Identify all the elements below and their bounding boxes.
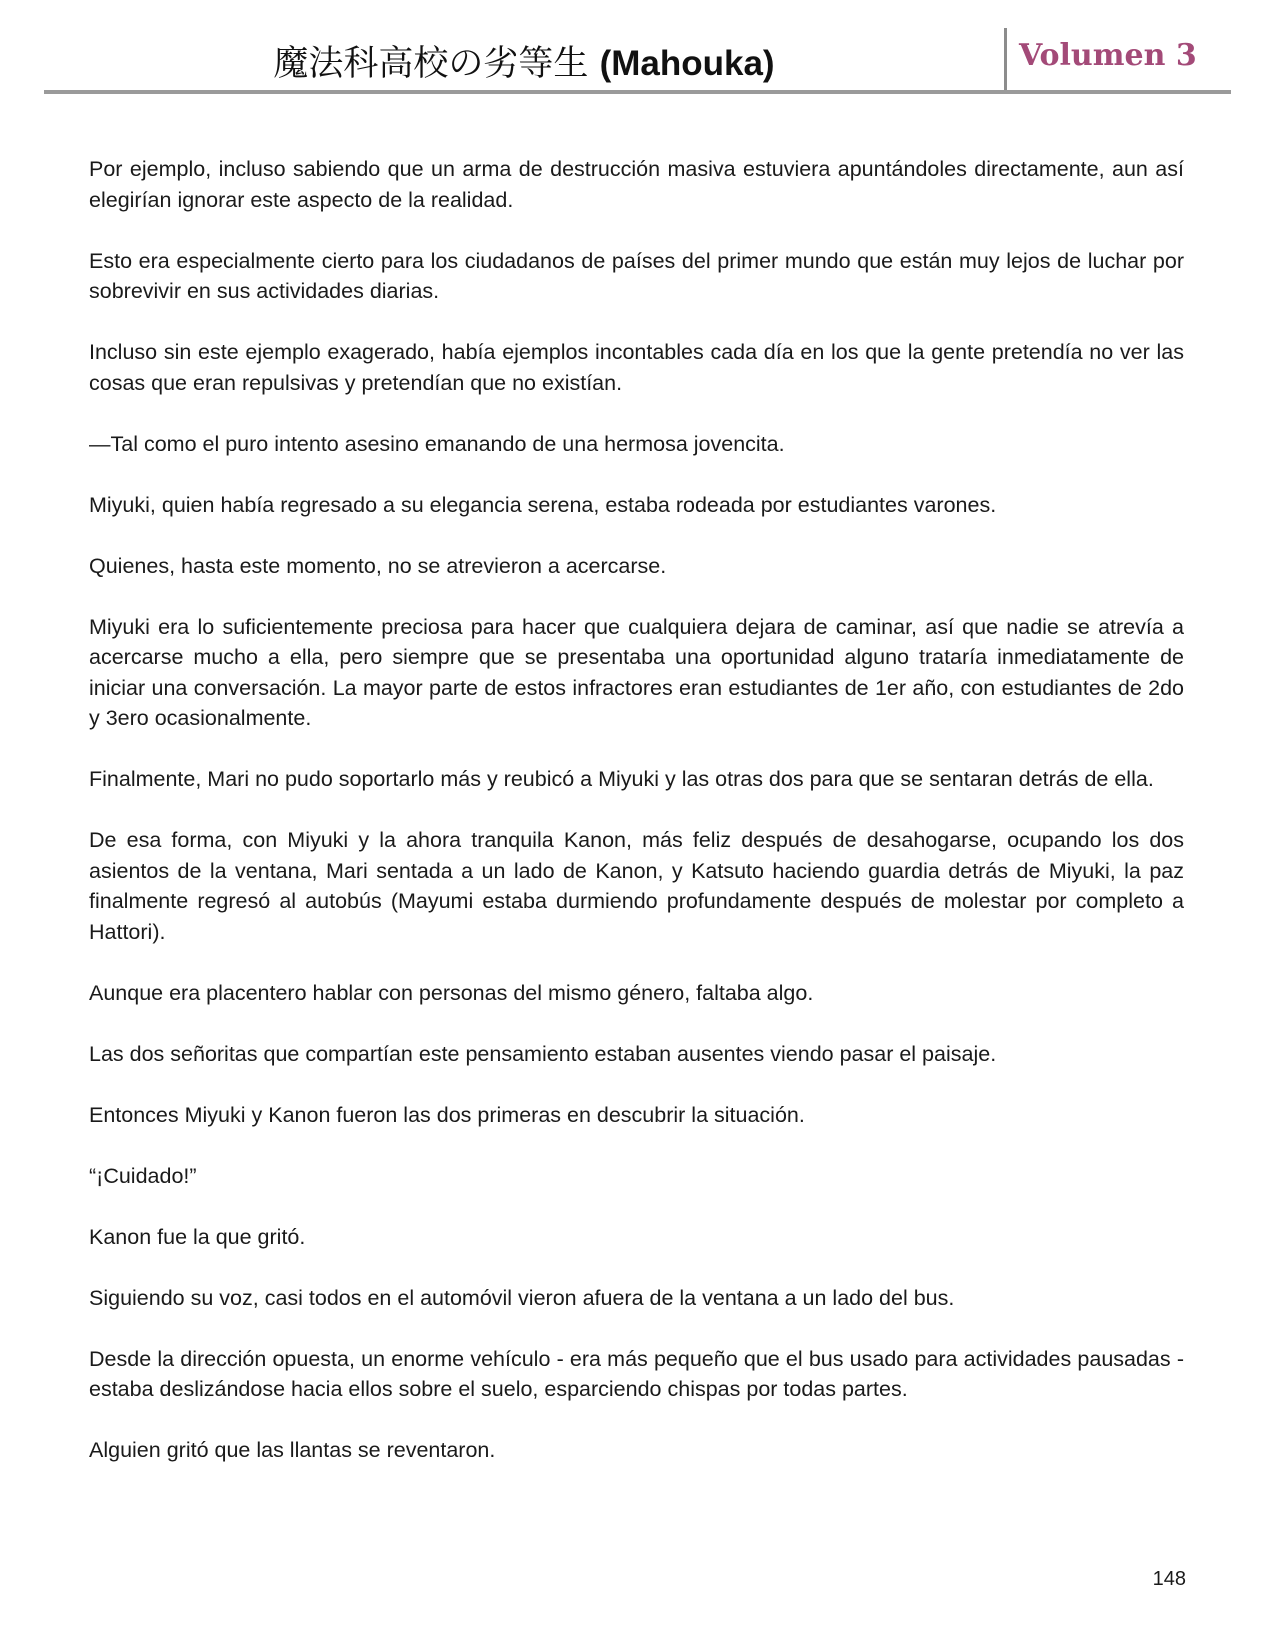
paragraph: Aunque era placentero hablar con personas del mismo género, faltaba algo. [89,980,814,1005]
paragraph: Las dos señoritas que compartían este pensamiento estaban ausentes viendo pasar el paisaje. [89,1041,997,1066]
paragraph: Incluso sin este ejemplo exagerado, había ejemplos incontables cada día en los que la gente pretendía no ver las cosas que eran repulsivas y pretendían que no existían. [89,340,1184,395]
paragraph: Por ejemplo, incluso sabiendo que un arma de destrucción masiva estuviera apuntándoles directamente, aun así elegirían ignorar este aspecto de la realidad. [89,157,1184,212]
paragraph: Siguiendo su voz, casi todos en el automóvil vieron afuera de la ventana a un lado del bus. [89,1285,955,1310]
paragraph: —Tal como el puro intento asesino emanando de una hermosa jovencita. [89,431,785,456]
book-title-japanese: 魔法科高校の劣等生 [273,44,589,84]
paragraph: Entonces Miyuki y Kanon fueron las dos primeras en descubrir la situación. [89,1102,805,1127]
header-rule [44,90,1231,94]
paragraph: Miyuki era lo suficientemente preciosa para hacer que cualquiera dejara de caminar, así que nadie se atrevía a acercarse mucho a ella, pero siempre que se presentaba una oportunidad alguno trataría inmediatamente de iniciar una conversación. La mayor parte de estos infractores eran estudiantes de 1er año, con estudiantes de 2do y 3ero ocasionalmente. [89,614,1184,730]
paragraph: Desde la dirección opuesta, un enorme vehículo - era más pequeño que el bus usado para actividades pausadas - estaba deslizándose hacia ellos sobre el suelo, esparciendo chispas por todas partes. [89,1346,1184,1401]
page-header [44,28,1231,92]
page-number: 148 [1152,1568,1186,1590]
paragraph: Alguien gritó que las llantas se reventaron. [89,1438,496,1462]
paragraph: Miyuki, quien había regresado a su elegancia serena, estaba rodeada por estudiantes varones. [89,492,997,517]
paragraph: Quienes, hasta este momento, no se atrevieron a acercarse. [89,553,667,578]
book-title-latin: (Mahouka) [599,44,775,83]
paragraph: “¡Cuidado!” [89,1163,197,1188]
paragraph: De esa forma, con Miyuki y la ahora tranquila Kanon, más feliz después de desahogarse, ocupando los dos asientos de la ventana, Mari sentada a un lado de Kanon, y Katsuto haciendo guardia detrás de Miyuki, la paz finalmente regresó al autobús (Mayumi estaba durmiendo profundamente después de molestar por completo a Hattori). [89,828,1184,944]
volume-label: Volumen 3 [1019,38,1197,73]
paragraph: Finalmente, Mari no pudo soportarlo más y reubicó a Miyuki y las otras dos para que se sentaran detrás de ella. [89,767,1154,791]
paragraph: Kanon fue la que gritó. [89,1224,306,1249]
header-divider [1004,28,1007,92]
body-text [89,154,1184,1496]
book-title [44,36,1004,86]
paragraph: Esto era especialmente cierto para los ciudadanos de países del primer mundo que están muy lejos de luchar por sobrevivir en sus actividades diarias. [89,248,1184,303]
